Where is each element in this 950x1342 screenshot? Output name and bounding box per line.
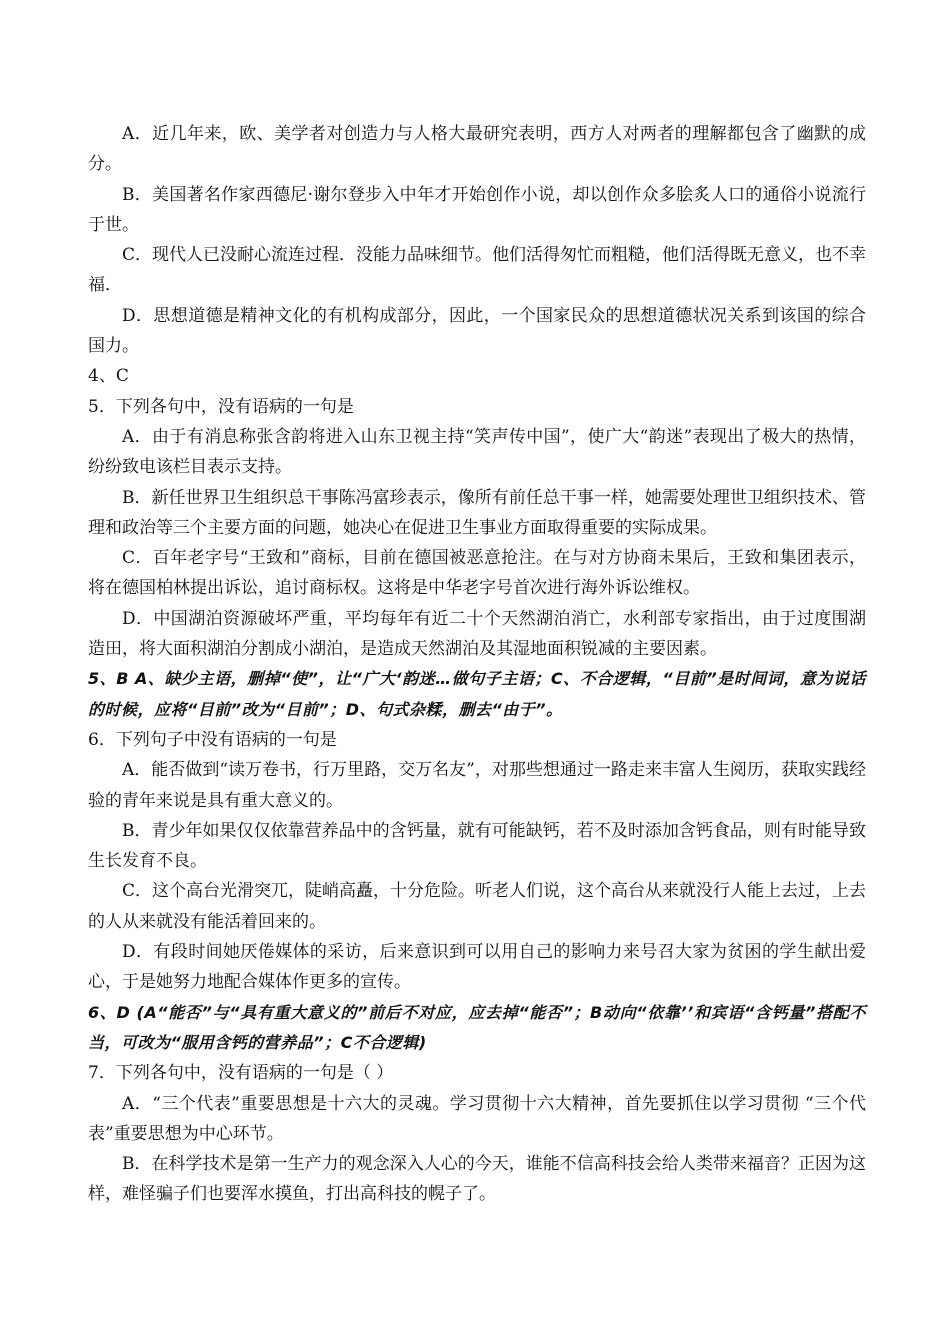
option-paragraph: D．思想道德是精神文化的有机构成部分，因此，一个国家民众的思想道德状况关系到该国的综合国力。 [88,305,866,357]
option-paragraph: D．有段时间她厌倦媒体的采访，后来意识到可以用自己的影响力来号召大家为贫困的学生献出爱心，于是她努力地配合媒体作更多的宣传。 [88,942,866,993]
question-line: 6．下列句子中没有语病的一句是 [88,729,337,750]
option-paragraph: A．近几年来，欧、美学者对创造力与人格大最研究表明，西方人对两者的理解都包含了幽默的成分。 [88,124,866,175]
option-paragraph: A．“三个代表”重要思想是十六大的灵魂。学习贯彻十六大精神，首先要抓住以学习贯彻 “三个代表”重要思想为中心环节。 [88,1093,866,1144]
option-paragraph: C．现代人已没耐心流连过程．没能力品味细节。他们活得匆忙而粗糙，他们活得既无意义，也不幸福． [88,245,867,296]
question-line: 4、C [88,366,129,387]
option-paragraph: A．能否做到“读万卷书，行万里路，交万名友”，对那些想通过一路走来丰富人生阅历，获取实践经验的青年来说是具有重大意义的。 [88,760,866,811]
option-paragraph: A．由于有消息称张含韵将进入山东卫视主持“笑声传中国”，使广大“韵迷”表现出了极大的热情，纷纷致电该栏目表示支持。 [88,426,866,478]
option-paragraph: C．这个高台光滑突兀，陡峭高矗，十分危险。听老人们说，这个高台从来就没行人能上去过，上去的人从来就没有能活着回来的。 [88,881,867,932]
option-paragraph: B．新任世界卫生组织总干事陈冯富珍表示，像所有前任总干事一样，她需要处理世卫组织技术、管理和政治等三个主要方面的问题，她决心在促进卫生事业方面取得重要的实际成果。 [88,487,866,538]
option-paragraph: B．在科学技术是第一生产力的观念深入人心的今天，谁能不信高科技会给人类带来福音？正因为这样，难怪骗子们也要浑水摸鱼，打出高科技的幌子了。 [88,1154,866,1205]
question-line: 7．下列各句中，没有语病的一句是（ ） [88,1063,394,1084]
option-paragraph: C．百年老字号“王致和”商标，目前在德国被恶意抢注。在与对方协商未果后，王致和集团表示，将在德国柏林提出诉讼，追讨商标权。这将是中华老字号首次进行海外诉讼维权。 [88,548,866,599]
question-line: 5．下列各句中，没有语病的一句是 [88,396,354,417]
answer-explanation: 6、D (A“能否”与“具有重大意义的”前后不对应，应去掉“能否”；B动向“依靠’’和宾语“含钙量”搭配不当，可改为“服用含钙的营养品”；C不合逻辑) [88,1002,866,1052]
option-paragraph: D．中国湖泊资源破坏严重，平均每年有近二十个天然湖泊消亡，水利部专家指出，由于过度围湖造田，将大面积湖泊分割成小湖泊，是造成天然湖泊及其湿地面积锐减的主要因素。 [88,608,866,660]
option-paragraph: B．青少年如果仅仅依靠营养品中的含钙量，就有可能缺钙，若不及时添加含钙食品，则有时能导致生长发育不良。 [88,820,866,872]
answer-explanation: 5、B A、缺少主语，删掉“使”，让“广大‘韵迷…做句子主语；C、不合逻辑，“目前”是时间词，意为说话的时候，应将“目前”改为“目前”；D、句式杂糅，删去“由于”。 [88,669,866,719]
document-page [88,119,866,1210]
option-paragraph: B．美国著名作家西德尼·谢尔登步入中年才开始创作小说，却以创作众多脍炙人口的通俗小说流行于世。 [88,184,866,235]
